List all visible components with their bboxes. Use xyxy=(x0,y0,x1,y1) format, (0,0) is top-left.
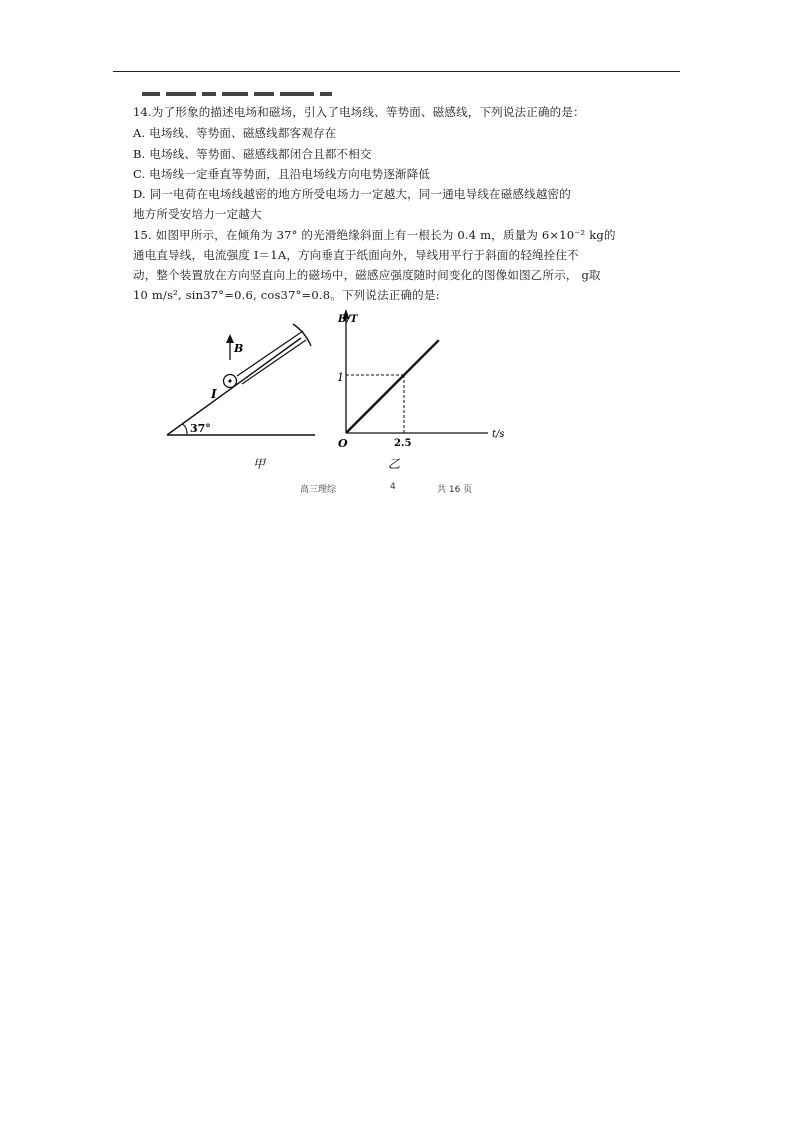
q15-line4: 10 m/s², sin37°=0.6, cos37°=0.8。下列说法正确的是: xyxy=(133,288,440,302)
i-label: I xyxy=(211,387,217,401)
angle-label: 37° xyxy=(190,422,211,435)
b-label: B xyxy=(234,342,244,355)
rope-edge xyxy=(242,340,306,384)
q15-line2: 通电直导线，电流强度 I＝1A，方向垂直于纸面向外，导线用平行于斜面的轻绳拴住不 xyxy=(133,248,579,262)
b-t-graph xyxy=(330,305,510,480)
footer-subject: 高三理综 xyxy=(300,485,337,495)
q14-option-b: B. 电场线、等势面、磁感线都闭合且都不相交 xyxy=(133,147,372,161)
footer-page: 4 xyxy=(390,482,396,492)
angle-arc xyxy=(182,424,187,435)
b-arrow-head xyxy=(226,334,234,343)
current-out-dot xyxy=(228,379,231,382)
origin-label: O xyxy=(338,437,348,450)
q14-option-d-line1: D. 同一电荷在电场线越密的地方所受电场力一定越大，同一通电导线在磁感线越密的 xyxy=(133,187,571,201)
footer-total: 共 16 页 xyxy=(437,485,473,495)
q15-line1: 15. 如图甲所示，在倾角为 37° 的光滑绝缘斜面上有一根长为 0.4 m，质量为 6×10⁻² kg的 xyxy=(133,228,616,242)
q14-option-a: A. 电场线、等势面、磁感线都客观存在 xyxy=(133,126,337,140)
x-axis-label: t/s xyxy=(492,429,505,440)
cropped-text-remnant xyxy=(142,92,352,96)
q14-stem: 14.为了形象的描述电场和磁场，引入了电场线、等势面、磁感线，下列说法正确的是： xyxy=(133,105,585,119)
q14-option-c: C. 电场线一定垂直等势面，且沿电场线方向电势逐渐降低 xyxy=(133,167,431,181)
q15-line3: 动，整个装置放在方向竖直向上的磁场中，磁感应强度随时间变化的图像如图乙所示， g取 xyxy=(133,268,601,282)
header-rule xyxy=(113,71,680,72)
y-tick-label: 1 xyxy=(337,371,344,384)
x-tick-label: 2.5 xyxy=(394,438,412,449)
rope xyxy=(237,331,303,376)
caption-jia: 甲 xyxy=(253,457,266,471)
y-axis-label: B/T xyxy=(338,314,358,325)
b-t-line xyxy=(346,340,439,433)
incline-figure xyxy=(165,318,335,493)
caption-yi: 乙 xyxy=(388,457,401,471)
q14-option-d-line2: 地方所受安培力一定越大 xyxy=(133,207,262,221)
